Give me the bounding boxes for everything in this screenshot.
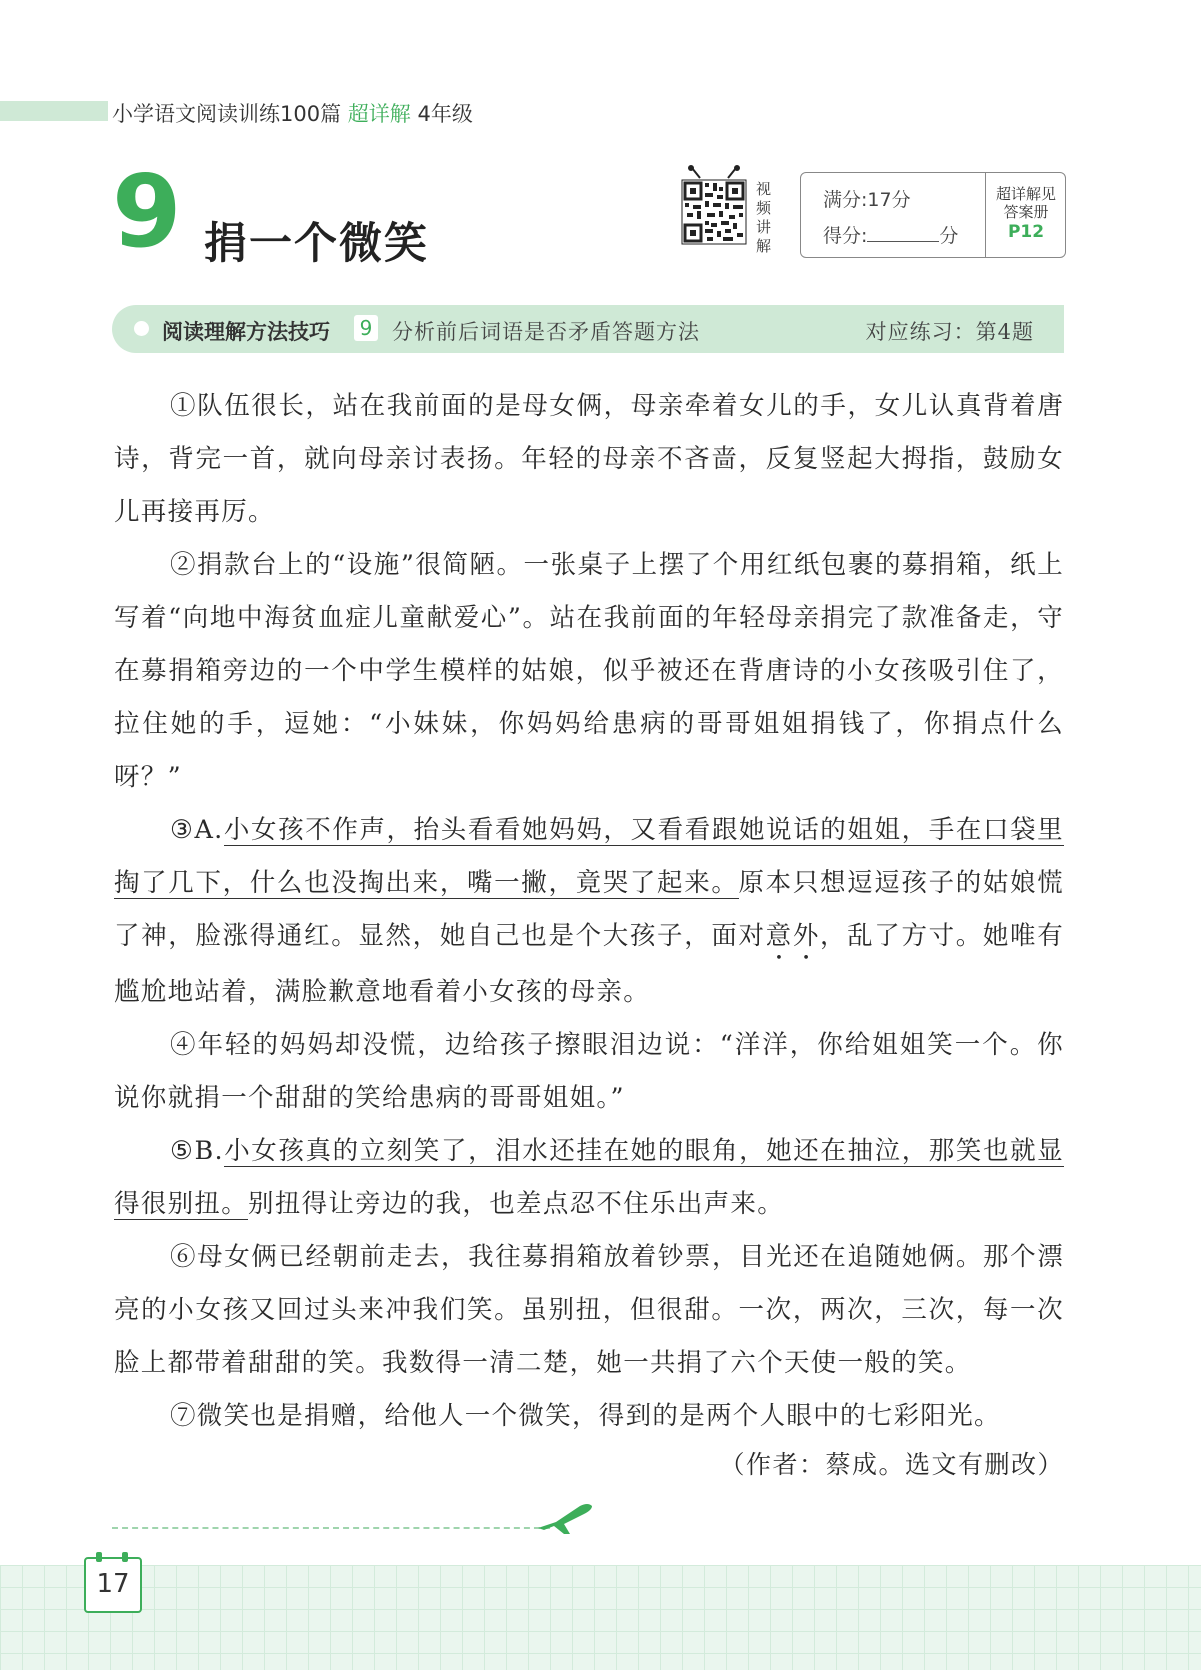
method-description: 分析前后词语是否矛盾答题方法 — [392, 320, 700, 344]
paragraph-2: ②捐款台上的“设施”很简陋。一张桌子上摆了个用红纸包裹的募捐箱，纸上写着“向地中海贫血症儿童献爱心”。站在我前面的年轻母亲捐完了款准备走，守在募捐箱旁边的一个中学生模样的姑娘，似乎被还在背唐诗的小女孩吸引住了，拉住她的手，逗她：“小妹妹，你妈妈给患病的哥哥姐姐捐钱了，你捐点什么呀？” — [114, 550, 1064, 792]
underlined-sentence-a: 小女孩不作声，抬头看看她妈妈，又看看跟她说话的姐姐，手在口袋里掏了几下，什么也没掏出来，嘴一撇，竟哭了起来。 — [114, 815, 1064, 898]
answer-ref-line2: 答案册 — [1003, 203, 1049, 221]
marker-a: ③A. — [170, 815, 224, 845]
lesson-number: 9 — [112, 153, 182, 270]
underlined-sentence-b: 小女孩真的立刻笑了，泪水还挂在她的眼角，她还在抽泣，那笑也就显得很别扭。 — [114, 1136, 1064, 1219]
dashed-divider — [112, 1527, 550, 1529]
page-number-badge — [84, 1557, 142, 1613]
book-header — [112, 98, 473, 128]
header-accent-bar — [0, 101, 108, 121]
qr-label-char: 讲 — [756, 218, 772, 236]
author-credit: （作者：蔡成。选文有删改） — [719, 1450, 1064, 1479]
paragraph-3 — [114, 804, 1064, 1019]
grid-background — [0, 1565, 1201, 1670]
paragraph-6: ⑥母女俩已经朝前走去，我往募捐箱放着钞票，目光还在追随她俩。那个漂亮的小女孩又回过头来冲我们笑。虽别扭，但很甜。一次，两次，三次，每一次脸上都带着甜甜的笑。我数得一清二楚，她一共捐了六个天使一般的笑。 — [114, 1242, 1064, 1378]
method-number: 9 — [354, 315, 378, 341]
qr-label-char: 频 — [756, 199, 772, 217]
book-grade: 4年级 — [417, 102, 473, 126]
method-title: 阅读理解方法技巧 — [162, 320, 330, 344]
score-blank[interactable] — [867, 225, 939, 242]
book-title: 小学语文阅读训练100篇 — [112, 102, 342, 126]
bullet-dot-icon — [134, 321, 149, 336]
emphasized-word: 意外 — [765, 921, 820, 951]
qr-label-char: 视 — [756, 180, 772, 198]
qr-code[interactable] — [678, 164, 750, 260]
airplane-icon — [536, 1498, 596, 1538]
score-box — [800, 172, 1066, 258]
paragraph-3-middle: 原本只想逗逗孩子的姑娘慌了神，脸涨得通红。显然，她自己也是个大孩子，面对 — [114, 868, 1064, 951]
paragraph-1: ①队伍很长，站在我前面的是母女俩，母亲牵着女儿的手，女儿认真背着唐诗，背完一首，就向母亲讨表扬。年轻的母亲不吝啬，反复竖起大拇指，鼓励女儿再接再厉。 — [114, 391, 1064, 527]
answer-page: P12 — [1007, 222, 1045, 242]
binder-ring-icon — [122, 1552, 128, 1562]
score-unit: 分 — [939, 225, 959, 247]
full-score: 满分:17分 — [823, 189, 911, 211]
lesson-title: 捐一个微笑 — [204, 219, 429, 269]
paragraph-5 — [114, 1125, 1064, 1231]
marker-b: ⑤B. — [170, 1136, 224, 1166]
qr-label-char: 解 — [756, 237, 772, 255]
score-field — [823, 221, 958, 248]
qr-label — [756, 180, 774, 256]
answer-reference — [985, 173, 1066, 257]
page-number: 17 — [96, 1569, 130, 1599]
answer-ref-line1: 超详解见 — [995, 185, 1056, 203]
paragraph-7: ⑦微笑也是捐赠，给他人一个微笑，得到的是两个人眼中的七彩阳光。 — [170, 1401, 1001, 1431]
paragraph-3-rest: ，乱了方寸。她唯有尴尬地站着，满脸歉意地看着小女孩的母亲。 — [114, 921, 1065, 1007]
reading-passage — [114, 380, 1064, 1443]
qr-code-icon — [678, 164, 750, 256]
method-banner — [112, 305, 1064, 353]
binder-ring-icon — [96, 1552, 102, 1562]
paragraph-5-rest: 别扭得让旁边的我，也差点忍不住乐出声来。 — [248, 1189, 785, 1219]
book-accent: 超详解 — [347, 102, 411, 126]
paragraph-4: ④年轻的妈妈却没慌，边给孩子擦眼泪边说：“洋洋，你给姐姐笑一个。你说你就捐一个甜甜的笑给患病的哥哥姐姐。” — [114, 1030, 1064, 1113]
method-practice-ref: 对应练习：第4题 — [865, 320, 1034, 344]
score-label: 得分: — [823, 225, 868, 247]
